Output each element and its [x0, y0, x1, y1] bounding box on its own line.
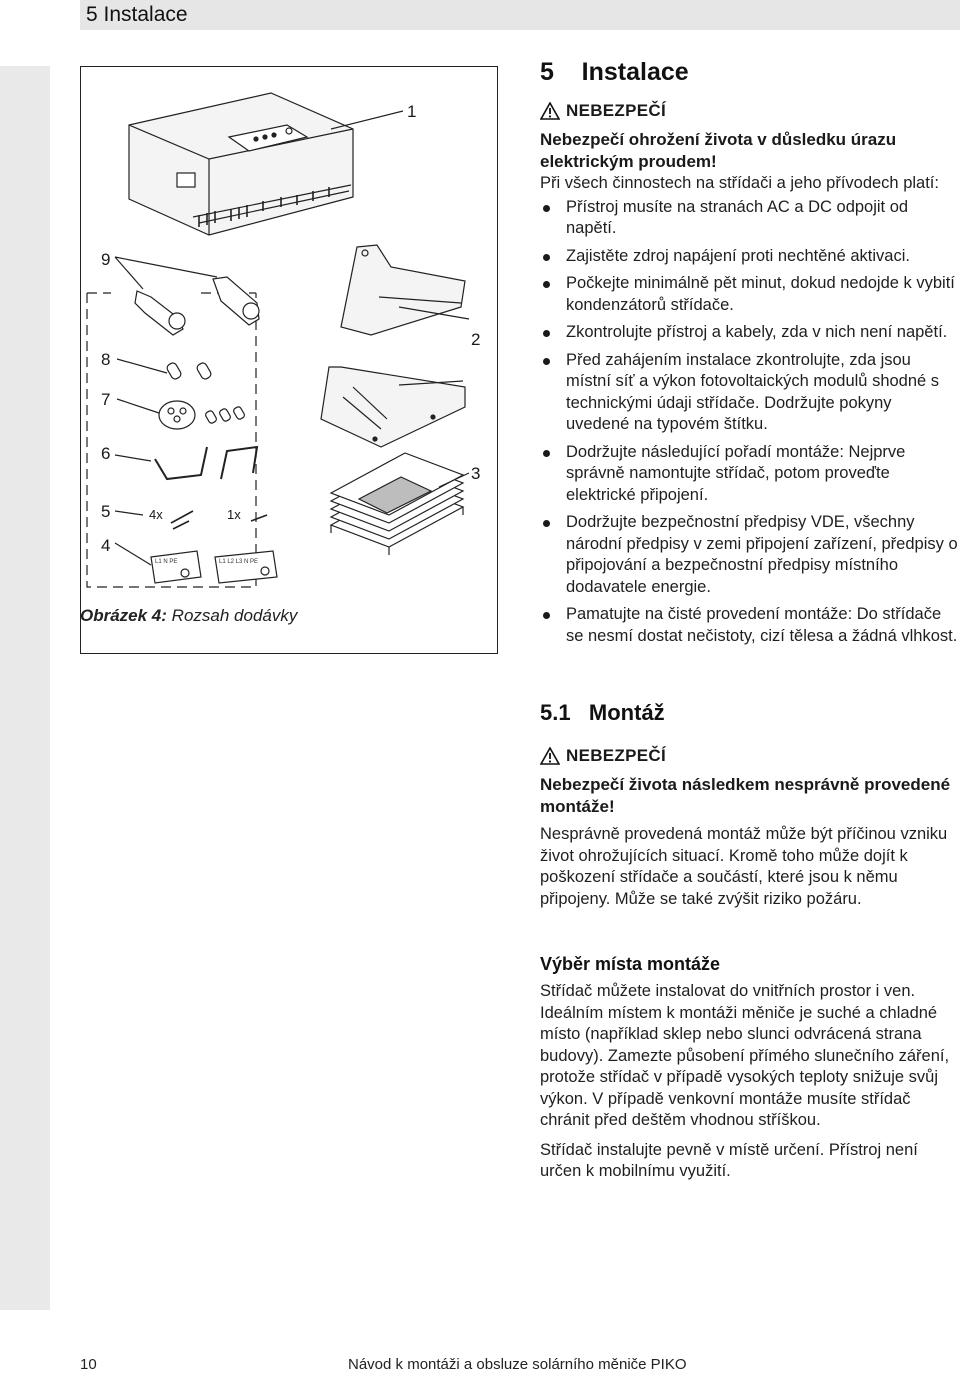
list-item: Před zahájením instalace zkontrolujte, zda jsou místní síť a výkon fotovoltaických modulů shodné s technickými údaji střídače. Dodržujte pokyny uvedené na typovém štítku. [540, 350, 958, 436]
callout-9: 9 [101, 250, 111, 269]
callout-2: 2 [471, 330, 481, 349]
callout-line-4 [115, 543, 151, 565]
callout-8: 8 [101, 350, 111, 369]
danger-label-text: NEBEZPEČÍ [566, 101, 666, 120]
list-item: Počkejte minimálně pět minut, dokud nedojde k vybití kondenzátorů střídače. [540, 273, 958, 316]
quantity-label-4x: 4x [149, 507, 163, 522]
danger-label [540, 101, 958, 121]
grommet-drawing [159, 401, 245, 429]
callout-5: 5 [101, 502, 111, 521]
section-mounting [540, 700, 958, 1183]
callout-7: 7 [101, 390, 111, 409]
safety-list [540, 197, 958, 648]
figure-caption-label: Obrázek 4: [80, 606, 167, 625]
callout-line-7 [117, 399, 159, 413]
callout-3: 3 [471, 464, 481, 483]
callout-line-1 [331, 111, 403, 129]
header-title: 5 Instalace [86, 3, 188, 26]
footer-document-title: Návod k montáži a obsluze solárního měniče PIKO [348, 1356, 687, 1373]
header-bar [80, 0, 960, 30]
figure-caption-text: Rozsah dodávky [171, 606, 298, 625]
danger-heading-2: Nebezpečí života následkem nesprávně provedené montáže! [540, 775, 951, 816]
danger-heading: Nebezpečí ohrožení života v důsledku úrazu elektrickým proudem! [540, 130, 897, 171]
inverter-drawing [129, 93, 353, 235]
section-title: 5 Instalace [540, 58, 689, 86]
list-item: Pamatujte na čisté provedení montáže: Do střídače se nesmí dostat nečistoty, cizí tělesa a žádná vlhkost. [540, 604, 958, 647]
sealing-plugs-drawing [166, 362, 213, 381]
callout-line-9 [115, 257, 217, 289]
terminal-label-1phase: L1 N PE [155, 559, 178, 565]
documentation-drawing [331, 453, 463, 555]
danger-label-text: NEBEZPEČÍ [566, 746, 666, 765]
list-item: Dodržujte následující pořadí montáže: Nejprve správně namontujte střídač, potom proveďte elektrické připojení. [540, 442, 958, 507]
list-item: Zajistěte zdroj napájení proti nechtěné aktivaci. [540, 246, 958, 268]
u-brackets-drawing [155, 447, 257, 479]
screws-drawing [171, 511, 267, 529]
callout-6: 6 [101, 444, 111, 463]
subsection-title: 5.1 Montáž [540, 700, 665, 725]
callout-line-6 [115, 455, 151, 461]
callout-line-8 [117, 359, 167, 373]
dashed-frame [87, 293, 259, 587]
list-item: Přístroj musíte na stranách AC a DC odpojit od napětí. [540, 197, 958, 240]
quantity-label-1x: 1x [227, 507, 241, 522]
mounting-place-paragraph-2: Střídač instalujte pevně v místě určení. Přístroj není určen k mobilnímu využití. [540, 1140, 918, 1180]
wall-bracket-drawing [321, 245, 465, 447]
terminal-blocks-drawing [151, 551, 277, 583]
mounting-place-title: Výběr místa montáže [540, 954, 721, 974]
callout-4: 4 [101, 536, 111, 555]
scope-of-delivery-figure [80, 66, 498, 654]
section-installation [540, 58, 958, 653]
warning-triangle-icon [540, 747, 560, 765]
danger-text: Nesprávně provedená montáž může být příčinou vzniku život ohrožujících situací. Kromě toho může dojít k poškození střídače a součástí, které jsou k němu připojeny. Může se také zvýšit riziko požáru. [540, 825, 948, 908]
danger-label-2 [540, 746, 958, 766]
terminal-label-3phase: L1 L2 L3 N PE [219, 559, 259, 565]
left-margin-bar [0, 66, 50, 1310]
mounting-place-paragraph-1: Střídač můžete instalovat do vnitřních prostor i ven. Ideálním místem k montáži měniče je suché a chladné místo (například sklep nebo slunci odvrácená strana budovy). Zamezte působení přímého slunečního záření, protože střídač v případě vysokých teploty snižuje svůj výkon. V případě venkovní montáže musíte střídač chránit před deštěm vhodnou stříškou. [540, 982, 950, 1129]
callout-line-5 [115, 511, 143, 515]
page-number: 10 [80, 1356, 97, 1373]
figure-caption [80, 606, 297, 626]
intro-text: Při všech činnostech na střídači a jeho přívodech platí: [540, 174, 939, 192]
warning-triangle-icon [540, 102, 560, 120]
figure-illustration [81, 67, 499, 655]
dc-connectors-drawing [135, 277, 259, 335]
callout-1: 1 [407, 102, 417, 121]
list-item: Zkontrolujte přístroj a kabely, zda v nich není napětí. [540, 322, 958, 344]
list-item: Dodržujte bezpečnostní předpisy VDE, všechny národní předpisy v zemi připojení zařízení, předpisy o připojování a bezpečnostní předpisy místního dodavatele energie. [540, 512, 958, 598]
